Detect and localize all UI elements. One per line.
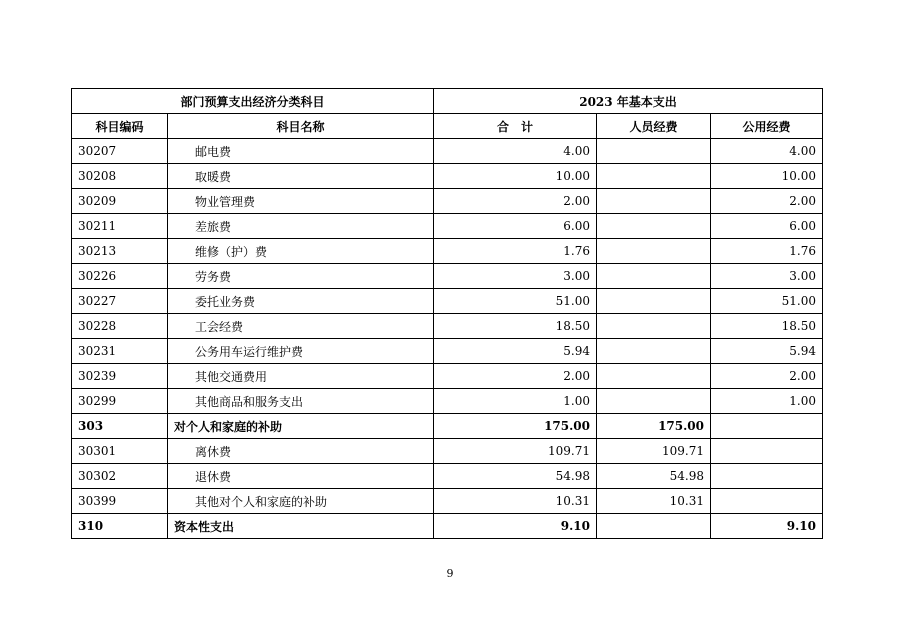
cell-total: 109.71 (434, 439, 597, 464)
page-number: 9 (446, 567, 454, 580)
cell-total: 9.10 (434, 514, 597, 539)
cell-total: 18.50 (434, 314, 597, 339)
cell-name: 工会经费 (168, 314, 434, 339)
cell-personnel (597, 339, 711, 364)
expense-group-header: 2023 年基本支出 (434, 89, 823, 114)
table-row (72, 439, 823, 464)
cell-name: 其他交通费用 (168, 364, 434, 389)
cell-total: 51.00 (434, 289, 597, 314)
cell-code: 30302 (72, 464, 168, 489)
cell-total: 2.00 (434, 189, 597, 214)
cell-name: 邮电费 (168, 139, 434, 164)
table-row (72, 489, 823, 514)
cell-code: 30231 (72, 339, 168, 364)
table-row (72, 264, 823, 289)
cell-name: 其他对个人和家庭的补助 (168, 489, 434, 514)
cell-public: 4.00 (711, 139, 823, 164)
cell-public: 3.00 (711, 264, 823, 289)
cell-personnel: 109.71 (597, 439, 711, 464)
cell-public: 10.00 (711, 164, 823, 189)
cell-code: 30213 (72, 239, 168, 264)
cell-personnel (597, 214, 711, 239)
cell-total: 1.00 (434, 389, 597, 414)
cell-name: 对个人和家庭的补助 (168, 414, 434, 439)
cell-name: 退休费 (168, 464, 434, 489)
total-column-header: 合 计 (434, 114, 597, 139)
cell-public: 2.00 (711, 189, 823, 214)
cell-name: 其他商品和服务支出 (168, 389, 434, 414)
cell-personnel (597, 314, 711, 339)
table-row (72, 364, 823, 389)
cell-name: 公务用车运行维护费 (168, 339, 434, 364)
personnel-column-header: 人员经费 (597, 114, 711, 139)
table-row (72, 139, 823, 164)
cell-public: 5.94 (711, 339, 823, 364)
name-column-header: 科目名称 (168, 114, 434, 139)
cell-total: 4.00 (434, 139, 597, 164)
cell-personnel (597, 514, 711, 539)
cell-public: 6.00 (711, 214, 823, 239)
cell-code: 303 (72, 414, 168, 439)
table-row (72, 464, 823, 489)
cell-total: 175.00 (434, 414, 597, 439)
cell-public: 51.00 (711, 289, 823, 314)
cell-public: 9.10 (711, 514, 823, 539)
cell-public: 1.00 (711, 389, 823, 414)
cell-code: 310 (72, 514, 168, 539)
category-group-header: 部门预算支出经济分类科目 (72, 89, 434, 114)
public-column-header: 公用经费 (711, 114, 823, 139)
cell-name: 委托业务费 (168, 289, 434, 314)
cell-total: 6.00 (434, 214, 597, 239)
cell-code: 30301 (72, 439, 168, 464)
cell-total: 3.00 (434, 264, 597, 289)
cell-total: 5.94 (434, 339, 597, 364)
table-row (72, 339, 823, 364)
cell-personnel (597, 189, 711, 214)
cell-code: 30228 (72, 314, 168, 339)
cell-personnel: 54.98 (597, 464, 711, 489)
table-row (72, 189, 823, 214)
cell-total: 1.76 (434, 239, 597, 264)
cell-total: 10.31 (434, 489, 597, 514)
cell-personnel (597, 364, 711, 389)
cell-code: 30226 (72, 264, 168, 289)
cell-public (711, 439, 823, 464)
table-row (72, 514, 823, 539)
cell-public (711, 464, 823, 489)
table-row (72, 239, 823, 264)
table-row (72, 314, 823, 339)
cell-code: 30239 (72, 364, 168, 389)
table-row (72, 414, 823, 439)
cell-personnel (597, 139, 711, 164)
cell-name: 维修（护）费 (168, 239, 434, 264)
cell-code: 30207 (72, 139, 168, 164)
cell-name: 取暖费 (168, 164, 434, 189)
cell-code: 30399 (72, 489, 168, 514)
cell-code: 30208 (72, 164, 168, 189)
cell-name: 资本性支出 (168, 514, 434, 539)
table-row (72, 389, 823, 414)
column-header-row (72, 114, 823, 139)
cell-public: 18.50 (711, 314, 823, 339)
group-header-row (72, 89, 823, 114)
budget-table (71, 88, 823, 539)
cell-personnel (597, 239, 711, 264)
cell-code: 30211 (72, 214, 168, 239)
cell-total: 10.00 (434, 164, 597, 189)
code-column-header: 科目编码 (72, 114, 168, 139)
cell-personnel (597, 389, 711, 414)
cell-name: 离休费 (168, 439, 434, 464)
cell-public (711, 489, 823, 514)
cell-public (711, 414, 823, 439)
table-row (72, 164, 823, 189)
cell-code: 30209 (72, 189, 168, 214)
cell-name: 物业管理费 (168, 189, 434, 214)
cell-public: 1.76 (711, 239, 823, 264)
table-row (72, 214, 823, 239)
cell-code: 30227 (72, 289, 168, 314)
table-row (72, 289, 823, 314)
cell-personnel: 175.00 (597, 414, 711, 439)
cell-name: 差旅费 (168, 214, 434, 239)
cell-name: 劳务费 (168, 264, 434, 289)
cell-personnel (597, 289, 711, 314)
cell-personnel (597, 164, 711, 189)
cell-personnel (597, 264, 711, 289)
cell-total: 2.00 (434, 364, 597, 389)
cell-personnel: 10.31 (597, 489, 711, 514)
cell-public: 2.00 (711, 364, 823, 389)
cell-code: 30299 (72, 389, 168, 414)
cell-total: 54.98 (434, 464, 597, 489)
